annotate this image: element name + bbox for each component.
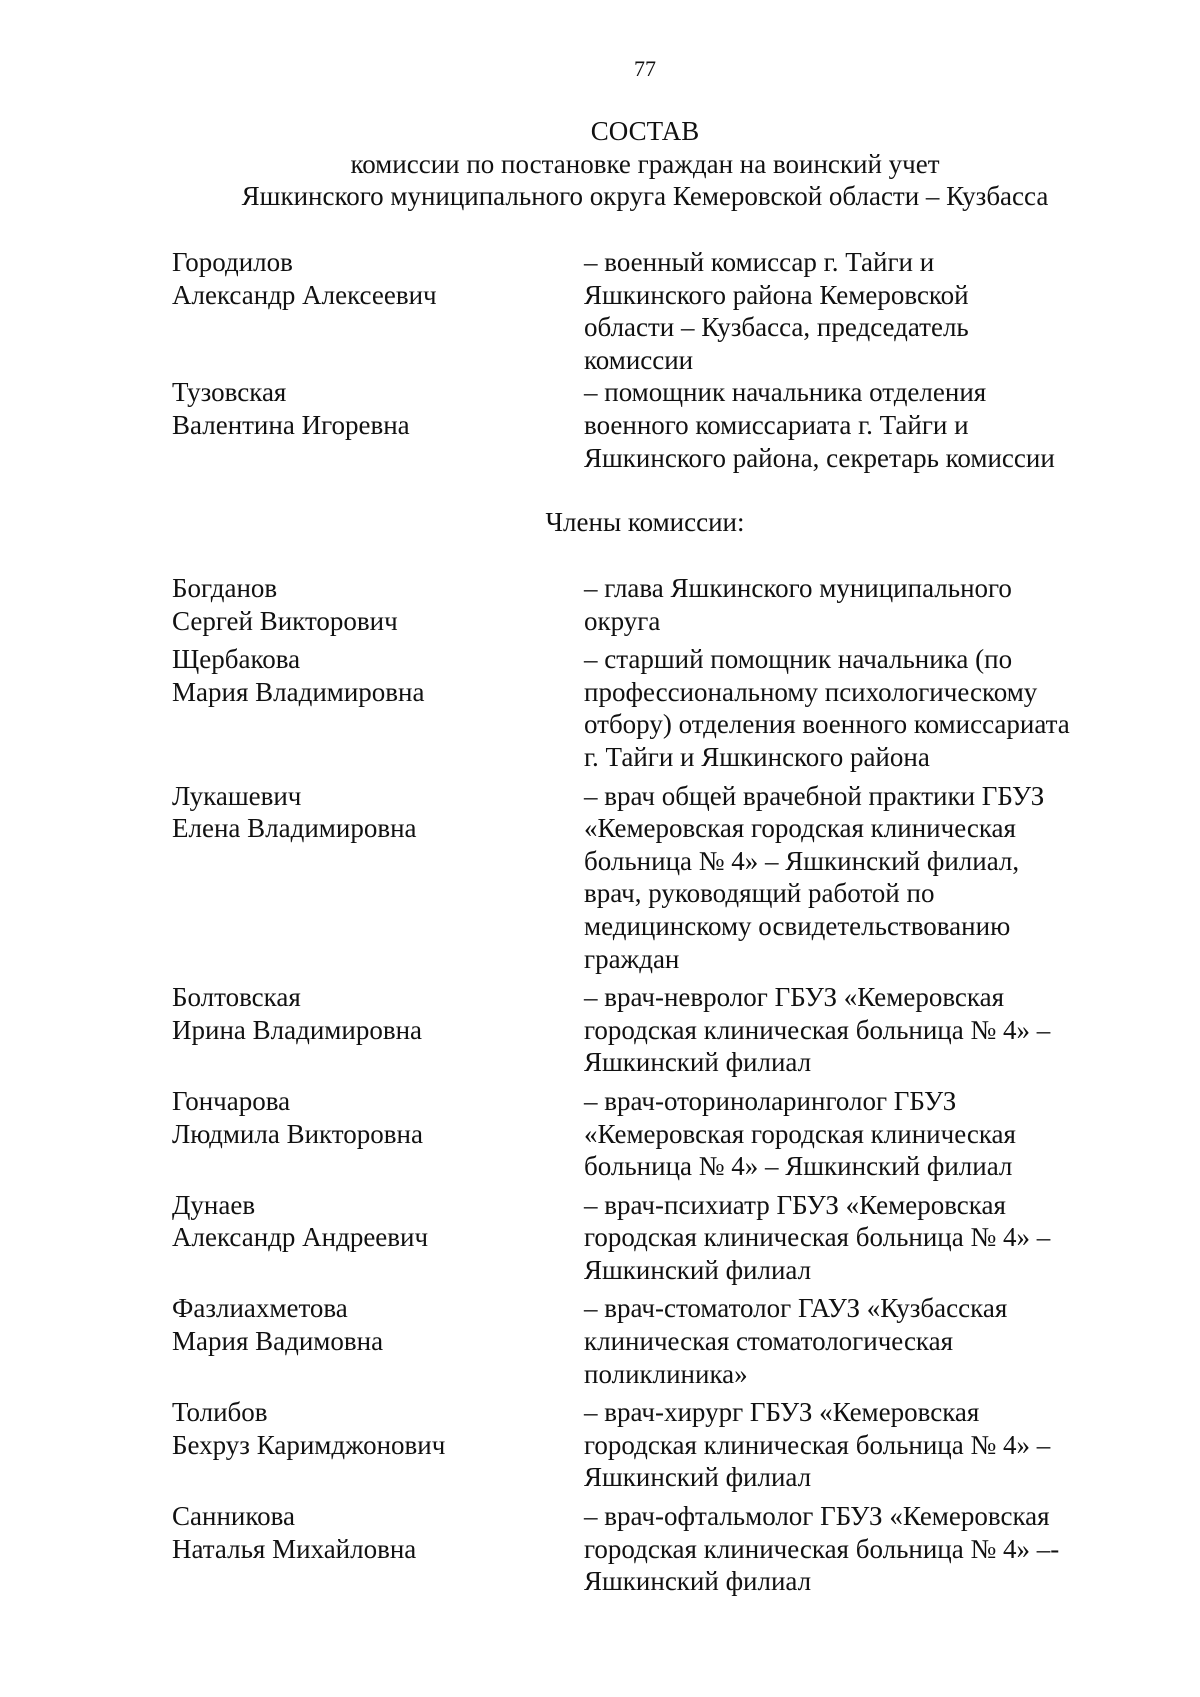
person-surname: Санникова: [172, 1501, 295, 1532]
person-given-names: Ирина Владимировна: [172, 1014, 423, 1045]
member-entry: [172, 643, 1112, 773]
member-entry: [172, 1396, 1112, 1494]
person-name: [172, 981, 584, 1079]
role-line: Яшкинский филиал: [584, 1254, 812, 1285]
person-role: [584, 1500, 1112, 1598]
person-name: [172, 1396, 584, 1494]
member-entry: [172, 981, 1112, 1079]
person-surname: Толибов: [172, 1397, 268, 1428]
person-name: [172, 1189, 584, 1287]
member-entry: [172, 780, 1112, 976]
leaders-list: [172, 246, 1112, 474]
role-line: области – Кузбасса, председатель: [584, 312, 969, 343]
role-line: Яшкинского района, секретарь комиссии: [584, 442, 1055, 473]
person-name: [172, 643, 584, 773]
role-line: – врач-невролог ГБУЗ «Кемеровская: [584, 982, 1005, 1013]
person-surname: Лукашевич: [172, 780, 302, 811]
title-subtitle-line: комиссии по постановке граждан на воинский учет: [350, 148, 940, 179]
member-entry: [172, 1189, 1112, 1287]
person-given-names: Сергей Викторович: [172, 605, 398, 636]
person-role: [584, 1085, 1112, 1183]
role-line: – врач-психиатр ГБУЗ «Кемеровская: [584, 1189, 1006, 1220]
role-line: комиссии: [584, 344, 694, 375]
page-number: 77: [634, 56, 656, 81]
person-given-names: Людмила Викторовна: [172, 1118, 423, 1149]
person-surname: Фазлиахметова: [172, 1293, 348, 1324]
person-given-names: Мария Вадимовна: [172, 1326, 384, 1357]
person-given-names: Бехруз Каримджонович: [172, 1429, 446, 1460]
person-name: [172, 780, 584, 976]
role-line: городская клиническая больница № 4» –-: [584, 1533, 1060, 1564]
document-title: [0, 115, 1200, 213]
role-line: врач, руководящий работой по: [584, 878, 935, 909]
person-name: [172, 1292, 584, 1390]
role-line: – врач-оториноларинголог ГБУЗ: [584, 1085, 957, 1116]
role-line: Яшкинский филиал: [584, 1047, 812, 1078]
person-name: [172, 246, 584, 376]
member-entry: [172, 572, 1112, 637]
role-line: «Кемеровская городская клиническая: [584, 1118, 1016, 1149]
role-line: Яшкинский филиал: [584, 1462, 812, 1493]
person-name: [172, 1500, 584, 1598]
person-surname: Богданов: [172, 573, 278, 603]
role-line: городская клиническая больница № 4» –: [584, 1222, 1051, 1253]
role-line: городская клиническая больница № 4» –: [584, 1429, 1051, 1460]
person-surname: Дунаев: [172, 1189, 256, 1220]
role-line: городская клиническая больница № 4» –: [584, 1014, 1051, 1045]
member-entry: [172, 1085, 1112, 1183]
role-line: – врач-хирург ГБУЗ «Кемеровская: [584, 1397, 980, 1428]
person-role: [584, 246, 1112, 376]
person-role: [584, 780, 1112, 976]
person-surname: Тузовская: [172, 377, 287, 408]
members-list: [172, 572, 1112, 1604]
role-line: клиническая стоматологическая: [584, 1326, 954, 1357]
person-role: [584, 1292, 1112, 1390]
person-name: [172, 1085, 584, 1183]
role-line: военного комиссариата г. Тайги и: [584, 409, 969, 440]
role-line: – помощник начальника отделения: [584, 377, 987, 408]
person-role: [584, 1396, 1112, 1494]
title-subtitle-line: Яшкинского муниципального округа Кемеровской области – Кузбасса: [241, 181, 1049, 212]
person-surname: Болтовская: [172, 982, 301, 1013]
person-given-names: Мария Владимировна: [172, 676, 425, 707]
person-given-names: Валентина Игоревна: [172, 409, 410, 440]
members-heading: Члены комиссии:: [545, 507, 745, 537]
person-surname: Щербакова: [172, 644, 301, 675]
leader-entry: [172, 246, 1112, 376]
person-role: [584, 1189, 1112, 1287]
role-line: граждан: [584, 943, 680, 974]
person-name: [172, 376, 584, 474]
person-given-names: Елена Владимировна: [172, 813, 417, 844]
person-role: [584, 376, 1112, 474]
role-line: «Кемеровская городская клиническая: [584, 813, 1016, 844]
person-given-names: Наталья Михайловна: [172, 1533, 417, 1564]
role-line: поликлиника»: [584, 1358, 748, 1389]
role-line: – глава Яшкинского муниципального: [584, 573, 1012, 603]
role-line: больница № 4» – Яшкинский филиал: [584, 1151, 1013, 1182]
role-line: Яшкинского района Кемеровской: [584, 279, 969, 310]
role-line: больница № 4» – Яшкинский филиал,: [584, 845, 1020, 876]
role-line: – врач-офтальмолог ГБУЗ «Кемеровская: [584, 1501, 1050, 1532]
role-line: профессиональному психологическому: [584, 676, 1038, 707]
person-surname: Городилов: [172, 247, 293, 277]
member-entry: [172, 1500, 1112, 1598]
role-line: – врач общей врачебной практики ГБУЗ: [584, 780, 1045, 811]
role-line: – старший помощник начальника (по: [584, 644, 1013, 675]
role-line: Яшкинский филиал: [584, 1566, 812, 1597]
person-name: [172, 572, 584, 637]
person-surname: Гончарова: [172, 1085, 291, 1116]
person-role: [584, 572, 1112, 637]
role-line: – военный комиссар г. Тайги и: [584, 247, 935, 277]
person-role: [584, 643, 1112, 773]
role-line: отбору) отделения военного комиссариата: [584, 709, 1070, 740]
role-line: округа: [584, 605, 661, 636]
title-heading: СОСТАВ: [590, 116, 700, 146]
role-line: медицинскому освидетельствованию: [584, 910, 1011, 941]
leader-entry: [172, 376, 1112, 474]
member-entry: [172, 1292, 1112, 1390]
role-line: г. Тайги и Яшкинского района: [584, 741, 930, 772]
person-given-names: Александр Андреевич: [172, 1222, 429, 1253]
role-line: – врач-стоматолог ГАУЗ «Кузбасская: [584, 1293, 1008, 1324]
person-role: [584, 981, 1112, 1079]
person-given-names: Александр Алексеевич: [172, 279, 437, 310]
